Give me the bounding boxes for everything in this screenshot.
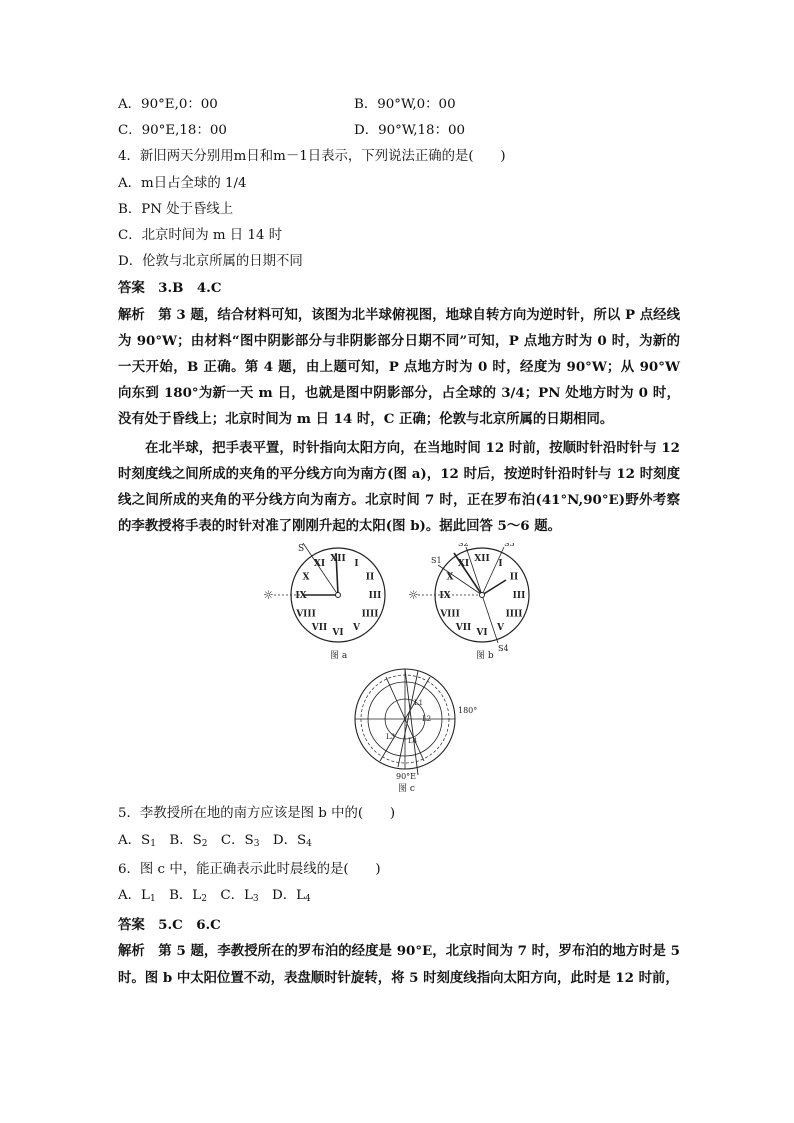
clock-numeral: III [512,591,526,602]
clock-numeral: VII [311,623,328,634]
q3-option-b: B．90°W,0：00 [354,97,456,112]
q3-option-a: A．90°E,0：00 [118,97,218,112]
clock-numeral: XII [330,554,346,565]
analysis-5-6: 解析 第 5 题，李教授所在的罗布泊的经度是 90°E，北京时间为 7 时，罗布泊的地方时是 5 时。图 b 中太阳位置不动，表盘顺时针旋转，将 5 时刻度线指向太阳方向，此时是 12 时前， [118,943,680,986]
q3-option-c: C．90°E,18：00 [118,123,227,139]
fig-c-label-l3: L3 [386,733,396,742]
clock-numeral: XI [313,559,326,570]
clock-numeral: X [446,572,454,583]
figure-area [118,543,680,799]
q6-options: A．$L_1$ B．$L_2$ C．$L_3$ D．$L_4$ [118,888,311,905]
fig-a-sun-icon: ☼ [263,588,274,603]
analysis-3-4: 解析 第 3 题，结合材料可知，该图为北半球俯视图，地球自转方向为逆时针，所以 P 点经线为 90°W；由材料“图中阴影部分与非阴影部分日期不同”可知，P 点地方时为 0 时，为新的一天开始，B 正确。第 4 题，由上题可知，P 点地方时为 0 时，经度为 90°W；从 90°W 向东到 180°为新一天 m 日，也就是图中阴影部分，占全球的 3/4；PN 处地方时为 0 时，没有处于昏线上；北京时间为 m 日 14 时，C 正确；伦敦与北京所属的日期相同。 [118,306,680,428]
clock-numeral: X [302,572,310,583]
q3-options-row-2 [118,118,680,144]
fig-b-label-s3: S3 [504,543,515,549]
q4-option-c: C．北京时间为 m 日 14 时 [118,228,283,244]
q4-option-a: A．m日占全球的 1/4 [118,175,247,191]
fig-a-center [336,593,341,598]
q3-options-row-1 [118,92,680,118]
clock-numeral: IX [295,591,307,602]
clock-numeral: III [368,591,382,602]
clock-numeral: II [365,572,375,583]
clock-numeral: XII [474,554,490,565]
q6-stem: 6．图 c 中，能正确表示此时晨线的是( ) [118,861,381,877]
clock-numeral: IIII [361,609,379,620]
fig-a-caption: 图 a [330,651,348,662]
q3-option-d: D．90°W,18：00 [354,123,466,139]
fig-b-label-s2: S2 [458,543,469,549]
clock-numeral: VIII [440,609,460,620]
clock-numeral: IX [439,591,451,602]
fig-b-center [480,593,485,598]
fig-c-label-l2: L2 [422,715,432,724]
fig-c-label-180: 180° [458,706,478,716]
figure-a [274,543,385,642]
q4-option-b: B．PN 处于昏线上 [118,201,234,217]
fig-b-label-s1: S1 [431,556,442,566]
clock-numeral: V [353,623,360,634]
fig-b-label-s4: S4 [498,644,509,654]
q5-options: A．$S_1$ B．$S_2$ C．$S_3$ D．$S_4$ [118,832,312,849]
fig-c-label-l4: L4 [408,737,418,746]
clock-numeral: VII [455,623,472,634]
material-paragraph: 在北半球，把手表平置，时针指向太阳方向，在当地时间 12 时前，按顺时针沿时针与 12 时刻度线之间所成的夹角的平分线方向为南方(图 a)，12 时后，按逆时针沿时针与 12 时刻度线之间所成的夹角的平分线方向为南方。北京时间 7 时，正在罗布泊(41°N,90°E)野外考察的李教授将手表的时针对准了刚刚升起的太阳(图 b)。据此回答 5～6 题。 [118,439,680,535]
fig-c-label-l1: L1 [414,699,424,708]
clock-numeral: I [498,559,503,570]
fig-a-label-s: S [298,544,305,555]
clock-numeral: VI [332,628,344,639]
figure-svg [118,543,680,799]
clock-numeral: V [497,623,504,634]
clock-numeral: IIII [505,609,523,620]
q4-stem: 4．新旧两天分别用m日和m－1日表示，下列说法正确的是( ) [118,149,506,165]
clock-numeral: VIII [296,609,316,620]
q4-option-d: D．伦敦与北京所属的日期不同 [118,254,303,270]
fig-b-sun-icon: ☼ [408,588,419,603]
q5-stem: 5．李教授所在地的南方应该是图 b 中的( ) [118,806,396,822]
answer-3-4: 答案 3.B 4.C [118,280,222,297]
fig-c-label-90e: 90°E [396,772,417,782]
clock-numeral: I [354,559,359,570]
page-body [118,92,680,991]
fig-c-caption: 图 c [398,784,415,795]
clock-numeral: XI [457,559,470,570]
clock-numeral: II [509,572,519,583]
answer-5-6: 答案 5.C 6.C [118,917,221,934]
fig-b-caption: 图 b [476,651,494,662]
clock-numeral: VI [476,628,488,639]
figure-c [355,669,455,775]
